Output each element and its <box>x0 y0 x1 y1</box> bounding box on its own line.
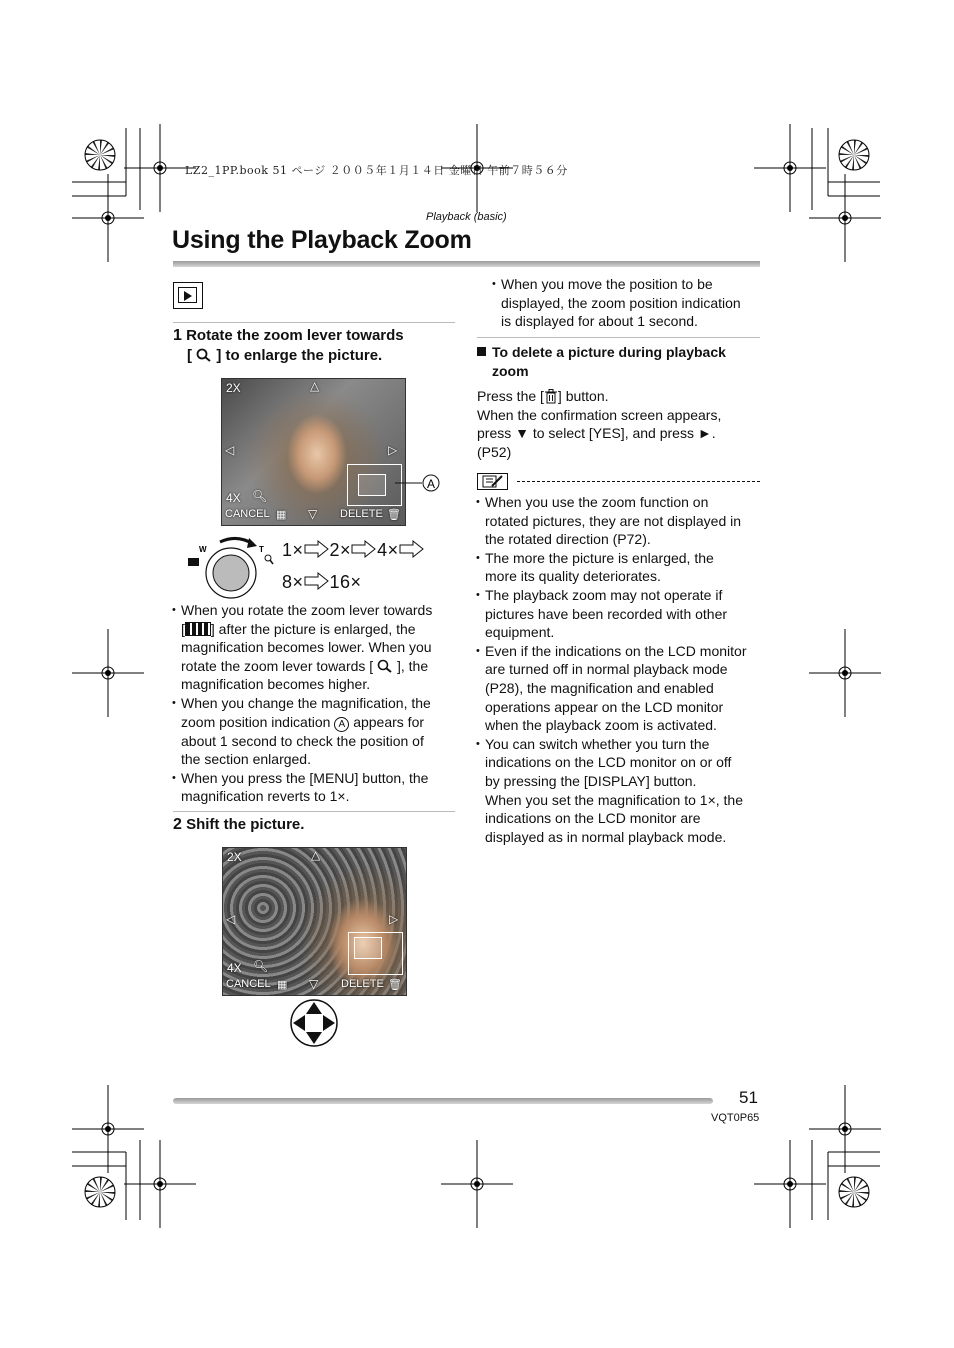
divider <box>173 811 455 812</box>
left-arrow-icon: ◁ <box>225 443 235 457</box>
section-label: Playback (basic) <box>426 211 507 223</box>
zoom-level: 2X <box>227 850 242 864</box>
multi-playback-icon <box>185 622 211 636</box>
right-arrow-icon: ▷ <box>388 443 398 457</box>
cursor-buttons-icon <box>289 998 339 1048</box>
sub-zoom-level: 4X <box>227 961 242 975</box>
delete-instructions: Press the [ ] button. When the confirmation screen appears, press ▼ to select [YES], and press ►. (P52) <box>477 388 722 460</box>
file-info-line: LZ2_1PP.book 51 ページ ２００５年１月１４日 金曜日 午前７時５６分 <box>185 164 568 177</box>
left-arrow-icon: ◁ <box>226 912 236 926</box>
step-number: 1 <box>173 327 182 344</box>
bullet-item: • When you press the [MENU] button, the magnification reverts to 1×. <box>172 769 462 806</box>
magnify-icon: 🔍︎ <box>252 489 268 503</box>
left-bullets <box>172 601 462 806</box>
document-code: VQT0P65 <box>711 1112 760 1124</box>
delete-label: DELETE <box>340 508 383 520</box>
note-dashed-rule <box>517 481 760 482</box>
zoom-photo-2 <box>222 847 407 996</box>
divider <box>173 322 455 323</box>
step-text: [ <box>187 347 192 364</box>
right-arrow-icon: ▷ <box>389 912 399 926</box>
square-bullet-icon <box>477 347 486 356</box>
step-text: Rotate the zoom lever towards <box>186 327 404 344</box>
down-arrow-icon: ▽ <box>308 507 318 521</box>
playback-mode-icon <box>173 282 203 309</box>
note-item: • The more the picture is enlarged, the more its quality deteriorates. <box>476 549 766 586</box>
magnify-icon: 🔍︎ <box>253 959 269 973</box>
step-1-heading <box>173 326 463 366</box>
note-item: • You can switch whether you turn the indications on the LCD monitor on or off by pressing the [DISPLAY] button. When you set the magnification to 1×, the indications on the LCD monitor are displayed as in normal playback mode. <box>476 735 766 847</box>
delete-heading: To delete a picture during playback zoom <box>477 343 726 381</box>
page-number: 51 <box>739 1088 758 1107</box>
step-2-heading: 2 Shift the picture. <box>173 816 305 833</box>
delete-label: DELETE <box>341 978 384 990</box>
page-title: Using the Playback Zoom <box>172 226 472 254</box>
callout-a <box>395 474 445 496</box>
up-arrow-icon: △ <box>311 848 321 862</box>
zoom-photo-1 <box>221 378 406 526</box>
note-item: • When you use the zoom function on rotated pictures, they are not displayed in the rotated direction (P72). <box>476 493 766 549</box>
sub-zoom-level: 4X <box>226 491 241 505</box>
note-item: • Even if the indications on the LCD monitor are turned off in normal playback mode (P28), the magnification and enabled operations appear on the LCD monitor when the playback zoom is activated. <box>476 642 766 735</box>
notes-list <box>476 493 766 846</box>
cancel-label: CANCEL <box>225 508 270 520</box>
multi-icon: ▦ <box>277 979 288 991</box>
svg-text:W: W <box>199 545 207 554</box>
trash-icon: 🗑︎ <box>387 509 401 521</box>
note-icon <box>477 473 508 490</box>
trash-icon <box>544 389 558 404</box>
bullet-item: • When you rotate the zoom lever towards [ ] after the picture is enlarged, the magnification becomes lower. When you rotate the zoom lever towards [ ], the magnification becomes higher. <box>172 601 462 694</box>
step-text: ] to enlarge the picture. <box>216 347 383 364</box>
right-top-bullet: • When you move the position to be displayed, the zoom position indication is displayed for about 1 second. <box>492 275 762 331</box>
title-rule <box>173 261 760 267</box>
note-item: • The playback zoom may not operate if pictures have been recorded with other equipment. <box>476 586 766 642</box>
magnify-icon <box>377 659 393 673</box>
cancel-label: CANCEL <box>226 978 271 990</box>
divider <box>477 337 760 338</box>
svg-text:T: T <box>259 545 264 554</box>
multi-icon: ▦ <box>276 509 287 521</box>
down-arrow-icon: ▽ <box>309 977 319 991</box>
trash-icon: 🗑︎ <box>388 979 402 991</box>
svg-text:A: A <box>426 477 436 491</box>
zoom-level: 2X <box>226 381 241 395</box>
callout-a-inline: A <box>334 717 349 732</box>
magnify-icon <box>196 348 212 362</box>
magnification-sequence-1: 1× 2× 4× <box>282 540 425 561</box>
footer-rule <box>173 1098 713 1104</box>
zoom-lever-diagram <box>185 528 275 602</box>
magnification-sequence-2: 8× 16× <box>282 572 362 592</box>
bullet-item: • When you change the magnification, the zoom position indication A appears for about 1 second to check the position of the section enlarged. <box>172 694 462 769</box>
up-arrow-icon: △ <box>310 379 320 393</box>
